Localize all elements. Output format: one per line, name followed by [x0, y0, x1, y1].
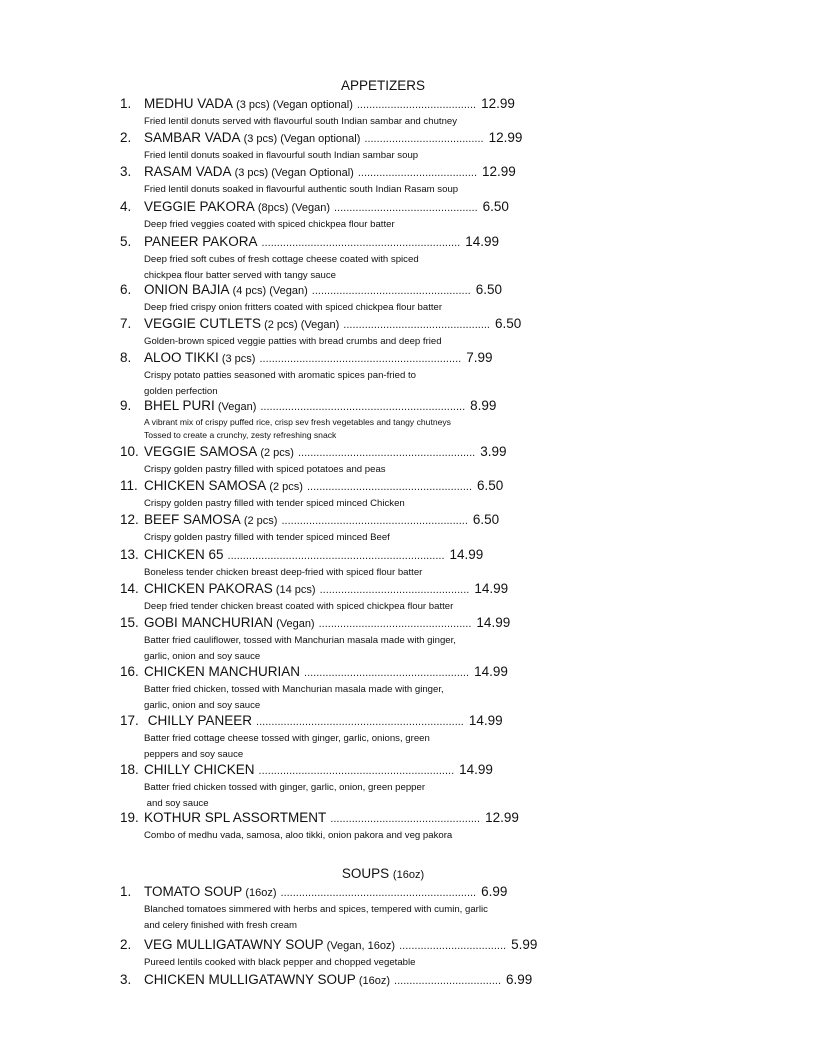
- menu-item-line: [120, 444, 580, 462]
- menu-item-line: [120, 547, 580, 565]
- item-price: 14.99: [474, 581, 509, 596]
- item-number: 10.: [120, 444, 139, 459]
- item-note: (2 pcs): [240, 515, 278, 527]
- item-description: Batter fried chicken, tossed with Manchurian masala made with ginger,: [144, 684, 444, 695]
- menu-item: [120, 547, 580, 581]
- item-description: Combo of medhu vada, samosa, aloo tikki, onion pakora and veg pakora: [144, 830, 453, 841]
- item-number: 12.: [120, 512, 139, 527]
- menu-item-line: [120, 581, 580, 599]
- menu-item: [120, 316, 580, 350]
- item-price: 14.99: [465, 234, 499, 249]
- dot-leader: ...................................................................: [260, 401, 466, 413]
- item-description: Batter fried cottage cheese tossed with ginger, garlic, onions, green: [144, 733, 430, 744]
- item-price: 6.50: [472, 512, 500, 527]
- menu-item-line: [120, 130, 580, 148]
- item-number: 2.: [120, 937, 132, 952]
- soups-subtitle: (16oz): [392, 869, 425, 881]
- item-description: Crispy golden pastry filled with tender spiced minced Beef: [144, 532, 390, 543]
- item-name: CHICKEN MULLIGATAWNY SOUP: [144, 972, 356, 987]
- appetizers-heading: [0, 78, 766, 93]
- item-note: (2 pcs) (Vegan): [261, 319, 340, 331]
- item-price: 12.99: [485, 810, 519, 825]
- item-number: 7.: [120, 316, 132, 331]
- item-price: 7.99: [466, 350, 493, 365]
- menu-item-line: [120, 664, 580, 682]
- item-number: 16.: [120, 664, 139, 679]
- item-price: 5.99: [511, 937, 538, 952]
- menu-item-line: [120, 478, 580, 496]
- menu-item: [120, 664, 580, 714]
- item-name: CHILLY CHICKEN: [144, 762, 255, 777]
- item-description: Tossed to create a crunchy, zesty refreshing snack: [144, 430, 337, 440]
- item-note: (Vegan, 16oz): [323, 940, 396, 952]
- item-number: 11.: [120, 478, 138, 493]
- item-price: 14.99: [468, 713, 503, 728]
- menu-item: [120, 581, 580, 615]
- dot-leader: ...............................................: [334, 202, 478, 214]
- appetizers-title: APPETIZERS: [340, 78, 426, 93]
- menu-item-line: [120, 615, 580, 633]
- item-note: (14 pcs): [272, 584, 316, 596]
- item-price: 12.99: [488, 130, 523, 145]
- menu-item-line: [120, 972, 580, 990]
- menu-item-line: [120, 810, 580, 828]
- item-name: GOBI MANCHURIAN: [144, 615, 274, 630]
- menu-item-line: [120, 512, 580, 530]
- item-price: 14.99: [449, 547, 484, 562]
- menu-item: [120, 937, 580, 971]
- item-note: (4 pcs) (Vegan): [229, 285, 308, 297]
- menu-item: [120, 96, 580, 130]
- item-name: VEGGIE SAMOSA: [144, 444, 258, 459]
- item-note: (8pcs) (Vegan): [254, 202, 330, 214]
- item-description: garlic, onion and soy sauce: [144, 700, 261, 711]
- item-description: and soy sauce: [144, 798, 209, 809]
- item-number: 14.: [120, 581, 139, 596]
- menu-item: [120, 810, 580, 844]
- menu-item: [120, 164, 580, 198]
- item-number: 6.: [120, 282, 132, 297]
- item-price: 8.99: [470, 398, 497, 413]
- item-price: 6.99: [506, 972, 533, 987]
- dot-leader: .......................................................................: [227, 550, 445, 562]
- item-price: 6.50: [482, 199, 509, 214]
- item-number: 9.: [120, 398, 132, 413]
- item-description: Deep fried soft cubes of fresh cottage cheese coated with spiced: [144, 254, 419, 265]
- item-description: Deep fried tender chicken breast coated with spiced chickpea flour batter: [144, 601, 454, 612]
- menu-item: [120, 615, 580, 665]
- dot-leader: .................................................................: [261, 237, 461, 249]
- menu-item-line: [120, 713, 580, 731]
- item-price: 6.50: [477, 478, 504, 493]
- item-number: 18.: [120, 762, 139, 777]
- dot-leader: ......................................................: [304, 667, 470, 679]
- item-name: ALOO TIKKI: [144, 350, 219, 365]
- item-description: Boneless tender chicken breast deep-fried with spiced flour batter: [144, 567, 423, 578]
- item-note: (3 pcs): [218, 353, 256, 365]
- item-description: Batter fried cauliflower, tossed with Manchurian masala made with ginger,: [144, 635, 456, 646]
- dot-leader: ..........................................................: [297, 447, 476, 459]
- menu-item: [120, 282, 580, 316]
- menu-item-line: [120, 234, 580, 252]
- item-description: Blanched tomatoes simmered with herbs and spices, tempered with cumin, garlic: [144, 904, 488, 915]
- item-description: chickpea flour batter served with tangy sauce: [144, 270, 336, 281]
- item-description: A vibrant mix of crispy puffed rice, crisp sev fresh vegetables and tangy chutneys: [144, 417, 451, 427]
- item-description: Deep fried crispy onion fritters coated with spiced chickpea flour batter: [144, 302, 443, 313]
- item-description: Fried lentil donuts soaked in flavourful authentic south Indian Rasam soup: [144, 184, 459, 195]
- menu-item-line: [120, 762, 580, 780]
- item-name: CHILLY PANEER: [144, 713, 253, 728]
- item-description: garlic, onion and soy sauce: [144, 651, 261, 662]
- menu-item: [120, 130, 580, 164]
- dot-leader: ....................................................................: [256, 716, 464, 728]
- item-note: (Vegan): [214, 401, 257, 413]
- item-name: TOMATO SOUP: [144, 884, 243, 899]
- dot-leader: .......................................: [364, 133, 484, 145]
- item-description: Fried lentil donuts soaked in flavourful south Indian sambar soup: [144, 150, 419, 161]
- item-name: ONION BAJIA: [144, 282, 230, 297]
- item-number: 17.: [120, 713, 139, 728]
- item-note: (3 pcs) (Vegan optional): [240, 133, 361, 145]
- item-price: 14.99: [474, 664, 508, 679]
- menu-item: [120, 512, 580, 546]
- menu-item-line: [120, 350, 580, 368]
- item-number: 1.: [120, 96, 132, 111]
- item-note: (2 pcs): [257, 447, 294, 459]
- item-name: CHICKEN SAMOSA: [144, 478, 267, 493]
- item-note: (Vegan): [273, 618, 315, 630]
- item-name: VEGGIE PAKORA: [144, 199, 255, 214]
- item-name: CHICKEN PAKORAS: [144, 581, 273, 596]
- menu-item: [120, 972, 580, 990]
- dot-leader: .............................................................: [281, 515, 468, 527]
- menu-item: [120, 478, 580, 512]
- soups-heading: [0, 866, 766, 881]
- item-description: Crispy potato patties seasoned with aromatic spices pan-fried to: [144, 370, 416, 381]
- item-number: 4.: [120, 199, 132, 214]
- item-price: 14.99: [476, 615, 511, 630]
- menu-item-line: [120, 316, 580, 334]
- item-note: (16oz): [242, 887, 277, 899]
- dot-leader: .................................................: [330, 813, 481, 825]
- item-name: BEEF SAMOSA: [144, 512, 241, 527]
- item-price: 12.99: [481, 96, 515, 111]
- item-number: 13.: [120, 547, 139, 562]
- item-description: peppers and soy sauce: [144, 749, 244, 760]
- item-price: 12.99: [482, 164, 516, 179]
- item-name: RASAM VADA: [144, 164, 232, 179]
- item-price: 3.99: [480, 444, 507, 459]
- dot-leader: ...................................: [399, 940, 507, 952]
- item-price: 6.50: [475, 282, 502, 297]
- item-description: and celery finished with fresh cream: [144, 920, 298, 931]
- item-number: 5.: [120, 234, 132, 249]
- menu-item: [120, 199, 580, 233]
- item-price: 6.99: [481, 884, 508, 899]
- dot-leader: ..................................................: [318, 618, 472, 630]
- item-name: BHEL PURI: [144, 398, 215, 413]
- dot-leader: ....................................................: [311, 285, 471, 297]
- menu-item-line: [120, 96, 580, 114]
- dot-leader: ......................................................: [306, 481, 473, 493]
- item-name: CHICKEN MANCHURIAN: [144, 664, 301, 679]
- menu-item-line: [120, 199, 580, 217]
- item-number: 3.: [120, 164, 132, 179]
- item-description: Golden-brown spiced veggie patties with bread crumbs and deep fried: [144, 336, 442, 347]
- item-number: 1.: [120, 884, 132, 899]
- soups-title: SOUPS: [341, 866, 390, 881]
- item-number: 8.: [120, 350, 132, 365]
- item-name: MEDHU VADA: [144, 96, 234, 111]
- item-description: Pureed lentils cooked with black pepper and chopped vegetable: [144, 957, 416, 968]
- menu-item: [120, 398, 580, 442]
- menu-item-line: [120, 164, 580, 182]
- menu-item-line: [120, 884, 580, 902]
- menu-item: [120, 762, 580, 812]
- menu-item: [120, 884, 580, 934]
- item-note: (3 pcs) (Vegan optional): [233, 99, 353, 111]
- item-description: Crispy golden pastry filled with spiced potatoes and peas: [144, 464, 386, 475]
- item-name: KOTHUR SPL ASSORTMENT: [144, 810, 327, 825]
- menu-item: [120, 444, 580, 478]
- item-description: Fried lentil donuts served with flavourful south Indian sambar and chutney: [144, 116, 458, 127]
- item-number: 19.: [120, 810, 139, 825]
- dot-leader: .......................................: [356, 99, 477, 111]
- dot-leader: ................................................................: [258, 765, 455, 777]
- menu-item: [120, 350, 580, 400]
- item-description: Crispy golden pastry filled with tender spiced minced Chicken: [144, 498, 405, 509]
- dot-leader: .......................................: [357, 167, 478, 179]
- item-name: PANEER PAKORA: [144, 234, 258, 249]
- dot-leader: ...................................: [394, 975, 501, 987]
- menu-item-line: [120, 282, 580, 300]
- item-name: CHICKEN 65: [144, 547, 224, 562]
- item-number: 2.: [120, 130, 132, 145]
- item-description: Batter fried chicken tossed with ginger, garlic, onion, green pepper: [144, 782, 426, 793]
- item-number: 15.: [120, 615, 139, 630]
- menu-item-line: [120, 937, 580, 955]
- menu-item: [120, 713, 580, 763]
- dot-leader: ................................................: [343, 319, 490, 331]
- dot-leader: ................................................................: [280, 887, 477, 899]
- item-note: (3 pcs) (Vegan Optional): [231, 167, 354, 179]
- item-description: golden perfection: [144, 386, 218, 397]
- item-name: SAMBAR VADA: [144, 130, 241, 145]
- item-price: 14.99: [459, 762, 493, 777]
- item-price: 6.50: [495, 316, 522, 331]
- item-number: 3.: [120, 972, 132, 987]
- item-name: VEGGIE CUTLETS: [144, 316, 262, 331]
- item-description: Deep fried veggies coated with spiced chickpea flour batter: [144, 219, 395, 230]
- item-note: (16oz): [355, 975, 391, 987]
- dot-leader: ..................................................................: [259, 353, 462, 365]
- dot-leader: .................................................: [319, 584, 470, 596]
- item-name: VEG MULLIGATAWNY SOUP: [144, 937, 324, 952]
- menu-item: [120, 234, 580, 284]
- item-note: (2 pcs): [266, 481, 303, 493]
- menu-item-line: [120, 398, 580, 416]
